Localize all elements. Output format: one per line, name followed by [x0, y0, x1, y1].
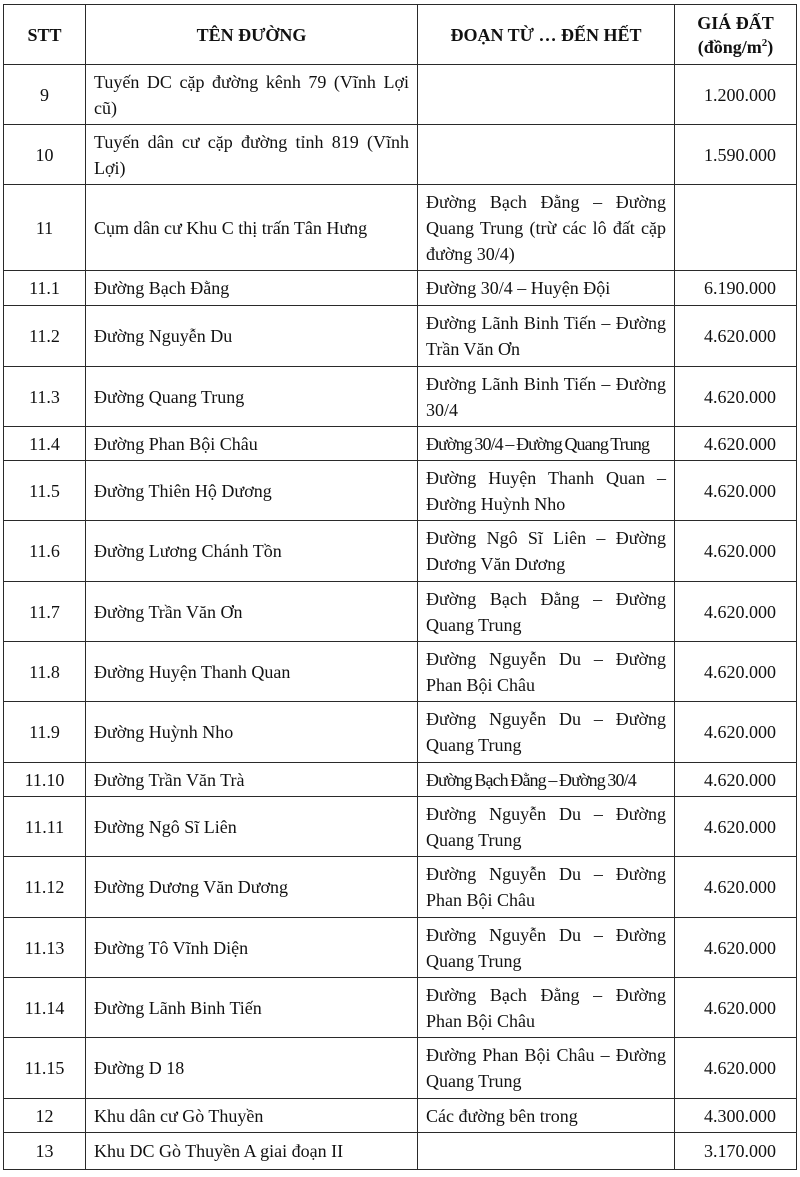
cell-price: 4.620.000 — [675, 642, 797, 702]
cell-price: 4.300.000 — [675, 1099, 797, 1133]
table-row — [4, 271, 797, 306]
cell-stt: 11.5 — [4, 461, 86, 521]
cell-segment: Đường Bạch Đằng – Đường Quang Trung (trừ các lô đất cặp đường 30/4) — [418, 185, 675, 271]
cell-segment — [418, 65, 675, 125]
cell-segment: Đường Nguyễn Du – Đường Quang Trung — [418, 702, 675, 763]
table-row — [4, 857, 797, 918]
cell-price: 4.620.000 — [675, 1038, 797, 1099]
cell-street-name: Đường Nguyễn Du — [86, 306, 418, 367]
cell-segment: Đường Bạch Đằng – Đường Phan Bội Châu — [418, 978, 675, 1038]
cell-segment: Đường Nguyễn Du – Đường Quang Trung — [418, 797, 675, 857]
cell-segment: Đường Lãnh Binh Tiến – Đường Trần Văn Ơn — [418, 306, 675, 367]
cell-stt: 13 — [4, 1133, 86, 1170]
table-row — [4, 642, 797, 702]
cell-price: 4.620.000 — [675, 306, 797, 367]
table-row — [4, 1038, 797, 1099]
table-row — [4, 763, 797, 797]
cell-price: 4.620.000 — [675, 582, 797, 642]
cell-street-name: Đường Thiên Hộ Dương — [86, 461, 418, 521]
cell-stt: 11.9 — [4, 702, 86, 763]
table-row — [4, 978, 797, 1038]
cell-stt: 11.11 — [4, 797, 86, 857]
cell-street-name: Tuyến DC cặp đường kênh 79 (Vĩnh Lợi cũ) — [86, 65, 418, 125]
cell-segment — [418, 125, 675, 185]
header-land-price — [675, 5, 797, 65]
header-price-unit: $(đồng/m^2)$ — [697, 36, 774, 57]
cell-stt: 11.14 — [4, 978, 86, 1038]
cell-street-name: Đường Bạch Đằng — [86, 271, 418, 306]
cell-price — [675, 185, 797, 271]
cell-segment: Đường 30/4 – Huyện Đội — [418, 271, 675, 306]
cell-segment: Các đường bên trong — [418, 1099, 675, 1133]
cell-street-name: Đường Huỳnh Nho — [86, 702, 418, 763]
table-row — [4, 582, 797, 642]
table-body — [4, 65, 797, 1170]
cell-stt: 11.8 — [4, 642, 86, 702]
cell-street-name: Đường Tô Vĩnh Diện — [86, 918, 418, 978]
table-row — [4, 1133, 797, 1170]
table-row — [4, 306, 797, 367]
cell-stt: 11.7 — [4, 582, 86, 642]
table-row — [4, 427, 797, 461]
table-row — [4, 797, 797, 857]
cell-street-name: Đường Dương Văn Dương — [86, 857, 418, 918]
cell-price: 4.620.000 — [675, 427, 797, 461]
cell-street-name: Đường Phan Bội Châu — [86, 427, 418, 461]
cell-segment: Đường 30/4 – Đường Quang Trung — [418, 427, 675, 461]
cell-price: 4.620.000 — [675, 461, 797, 521]
cell-stt: 11.1 — [4, 271, 86, 306]
land-price-table — [3, 4, 797, 1170]
cell-street-name: Đường D 18 — [86, 1038, 418, 1099]
header-stt: STT — [4, 5, 86, 65]
cell-street-name: Đường Trần Văn Trà — [86, 763, 418, 797]
cell-stt: 10 — [4, 125, 86, 185]
cell-street-name: Đường Lãnh Binh Tiến — [86, 978, 418, 1038]
cell-segment: Đường Nguyễn Du – Đường Phan Bội Châu — [418, 857, 675, 918]
cell-segment: Đường Ngô Sĩ Liên – Đường Dương Văn Dương — [418, 521, 675, 582]
cell-price: 1.590.000 — [675, 125, 797, 185]
cell-street-name: Đường Trần Văn Ơn — [86, 582, 418, 642]
cell-segment — [418, 1133, 675, 1170]
cell-street-name: Cụm dân cư Khu C thị trấn Tân Hưng — [86, 185, 418, 271]
table-row — [4, 1099, 797, 1133]
cell-street-name: Đường Huyện Thanh Quan — [86, 642, 418, 702]
cell-segment: Đường Nguyễn Du – Đường Quang Trung — [418, 918, 675, 978]
cell-price: 3.170.000 — [675, 1133, 797, 1170]
table-row — [4, 521, 797, 582]
header-row — [4, 5, 797, 65]
cell-stt: 12 — [4, 1099, 86, 1133]
cell-segment: Đường Lãnh Binh Tiến – Đường 30/4 — [418, 367, 675, 427]
cell-stt: 11.2 — [4, 306, 86, 367]
cell-stt: 11.4 — [4, 427, 86, 461]
cell-street-name: Đường Quang Trung — [86, 367, 418, 427]
table-row — [4, 918, 797, 978]
cell-stt: 11.3 — [4, 367, 86, 427]
cell-street-name: Khu dân cư Gò Thuyền — [86, 1099, 418, 1133]
cell-price: 4.620.000 — [675, 978, 797, 1038]
cell-stt: 11.13 — [4, 918, 86, 978]
cell-price: 6.190.000 — [675, 271, 797, 306]
cell-price: 4.620.000 — [675, 797, 797, 857]
cell-stt: 11 — [4, 185, 86, 271]
table-row — [4, 461, 797, 521]
cell-stt: 11.15 — [4, 1038, 86, 1099]
cell-price: 4.620.000 — [675, 918, 797, 978]
cell-price: 4.620.000 — [675, 367, 797, 427]
header-segment: ĐOẠN TỪ … ĐẾN HẾT — [418, 5, 675, 65]
cell-segment: Đường Bạch Đằng – Đường Quang Trung — [418, 582, 675, 642]
table-row — [4, 185, 797, 271]
cell-street-name: Tuyến dân cư cặp đường tỉnh 819 (Vĩnh Lợi) — [86, 125, 418, 185]
cell-stt: 11.12 — [4, 857, 86, 918]
cell-street-name: Khu DC Gò Thuyền A giai đoạn II — [86, 1133, 418, 1170]
table-row — [4, 125, 797, 185]
cell-segment: Đường Huyện Thanh Quan – Đường Huỳnh Nho — [418, 461, 675, 521]
cell-price: 4.620.000 — [675, 857, 797, 918]
header-street-name: TÊN ĐƯỜNG — [86, 5, 418, 65]
cell-stt: 11.6 — [4, 521, 86, 582]
cell-price: 4.620.000 — [675, 521, 797, 582]
table-row — [4, 702, 797, 763]
header-price-line1: GIÁ ĐẤT — [697, 12, 774, 33]
cell-price: 4.620.000 — [675, 763, 797, 797]
cell-stt: 11.10 — [4, 763, 86, 797]
cell-street-name: Đường Lương Chánh Tồn — [86, 521, 418, 582]
cell-price: 4.620.000 — [675, 702, 797, 763]
cell-segment: Đường Bạch Đằng – Đường 30/4 — [418, 763, 675, 797]
table-row — [4, 367, 797, 427]
cell-segment: Đường Phan Bội Châu – Đường Quang Trung — [418, 1038, 675, 1099]
cell-segment: Đường Nguyễn Du – Đường Phan Bội Châu — [418, 642, 675, 702]
table-row — [4, 65, 797, 125]
cell-price: 1.200.000 — [675, 65, 797, 125]
cell-stt: 9 — [4, 65, 86, 125]
cell-street-name: Đường Ngô Sĩ Liên — [86, 797, 418, 857]
